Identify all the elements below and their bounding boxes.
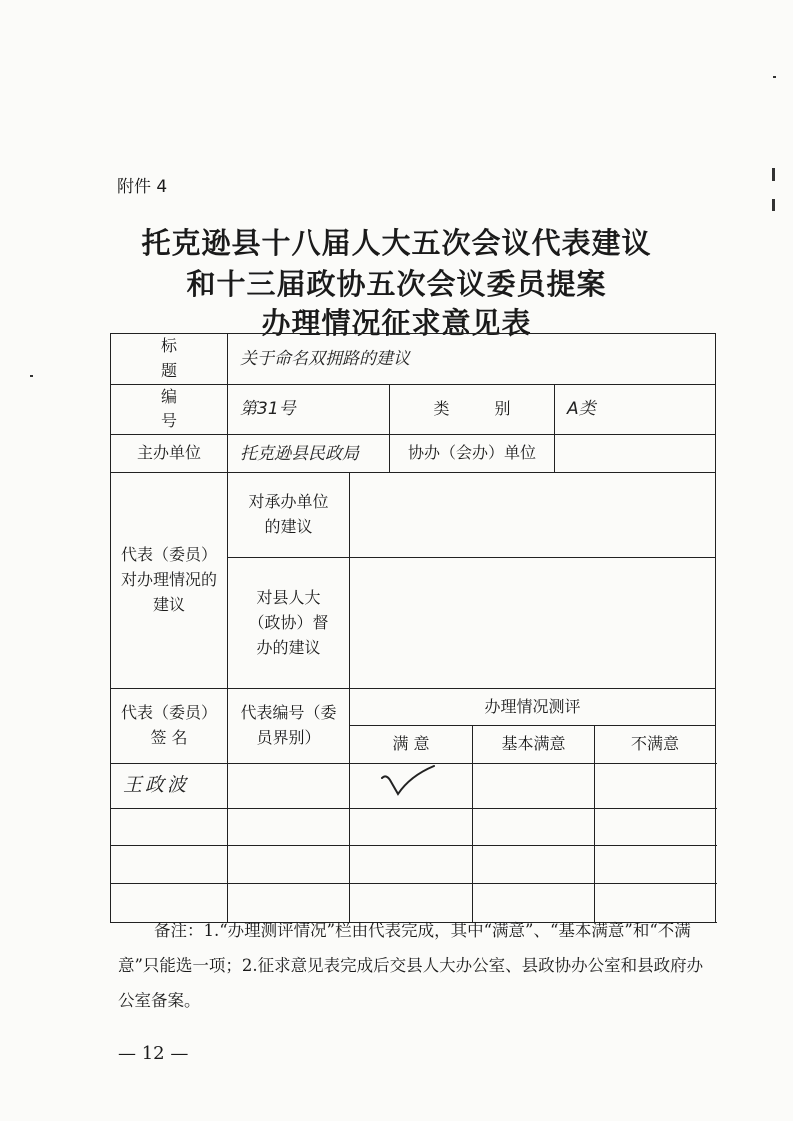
- category-label: 类 别: [390, 384, 555, 435]
- host-unit-value: 托克逊县民政局: [228, 435, 390, 473]
- document-title-line-2: 和十三届政协五次会议委员提案: [186, 267, 607, 301]
- rep-number-cell-1: [228, 764, 350, 809]
- scan-speck: [30, 375, 33, 377]
- satisfied-cell-3: [350, 845, 473, 883]
- scan-speck: [773, 76, 776, 78]
- footnote: 备注：1.“办理测评情况”栏由代表完成，其中“满意”、“基本满意”和“不满意”只能选一项；2.征求意见表完成后交县人大办公室、县政协办公室和县政府办公室备案。: [118, 921, 704, 1010]
- unsatisfied-label: 不满意: [595, 726, 716, 764]
- signature-cell-3: [111, 845, 228, 883]
- to-supervisor-field: [350, 558, 716, 689]
- scan-speck: [772, 199, 775, 211]
- category-value: A类: [555, 384, 716, 435]
- basic-satisfied-label: 基本满意: [473, 726, 595, 764]
- signature-value: 王政波: [111, 764, 228, 809]
- rep-number-label: 代表编号（委员界别）: [228, 689, 350, 764]
- attachment-label: 附件 4: [117, 177, 168, 197]
- title-label: 标 题: [111, 334, 228, 385]
- satisfied-cell-2: [350, 808, 473, 845]
- unsatisfied-cell-1: [595, 764, 716, 809]
- title-value: 关于命名双拥路的建议: [228, 334, 716, 385]
- document-title-line-3: 办理情况征求意见表: [261, 306, 532, 340]
- satisfied-cell-1: [350, 764, 473, 809]
- opinion-form-table: [110, 333, 716, 923]
- suggestion-group-label: 代表（委员）对办理情况的建议: [111, 473, 228, 689]
- signature-label: 代表（委员）签 名: [111, 689, 228, 764]
- page-number: — 12 —: [118, 1043, 189, 1064]
- evaluation-label: 办理情况测评: [350, 689, 716, 726]
- to-supervisor-label: 对县人大（政协）督办的建议: [228, 558, 350, 689]
- unsatisfied-cell-3: [595, 845, 716, 883]
- rep-number-cell-2: [228, 808, 350, 845]
- check-mark-icon: [376, 764, 446, 800]
- co-unit-label: 协办（会办）单位: [390, 435, 555, 473]
- host-unit-label: 主办单位: [111, 435, 228, 473]
- to-host-label: 对承办单位的建议: [228, 473, 350, 558]
- basic-satisfied-cell-2: [473, 808, 595, 845]
- document-title-line-1: 托克逊县十八届人大五次会议代表建议: [141, 226, 652, 260]
- co-unit-value: [555, 435, 716, 473]
- basic-satisfied-cell-3: [473, 845, 595, 883]
- scan-speck: [772, 168, 775, 181]
- signature-cell-2: [111, 808, 228, 845]
- satisfied-label: 满 意: [350, 726, 473, 764]
- rep-number-cell-3: [228, 845, 350, 883]
- number-value: 第31号: [228, 384, 390, 435]
- to-host-field: [350, 473, 716, 558]
- basic-satisfied-cell-1: [473, 764, 595, 809]
- unsatisfied-cell-2: [595, 808, 716, 845]
- number-label: 编 号: [111, 384, 228, 435]
